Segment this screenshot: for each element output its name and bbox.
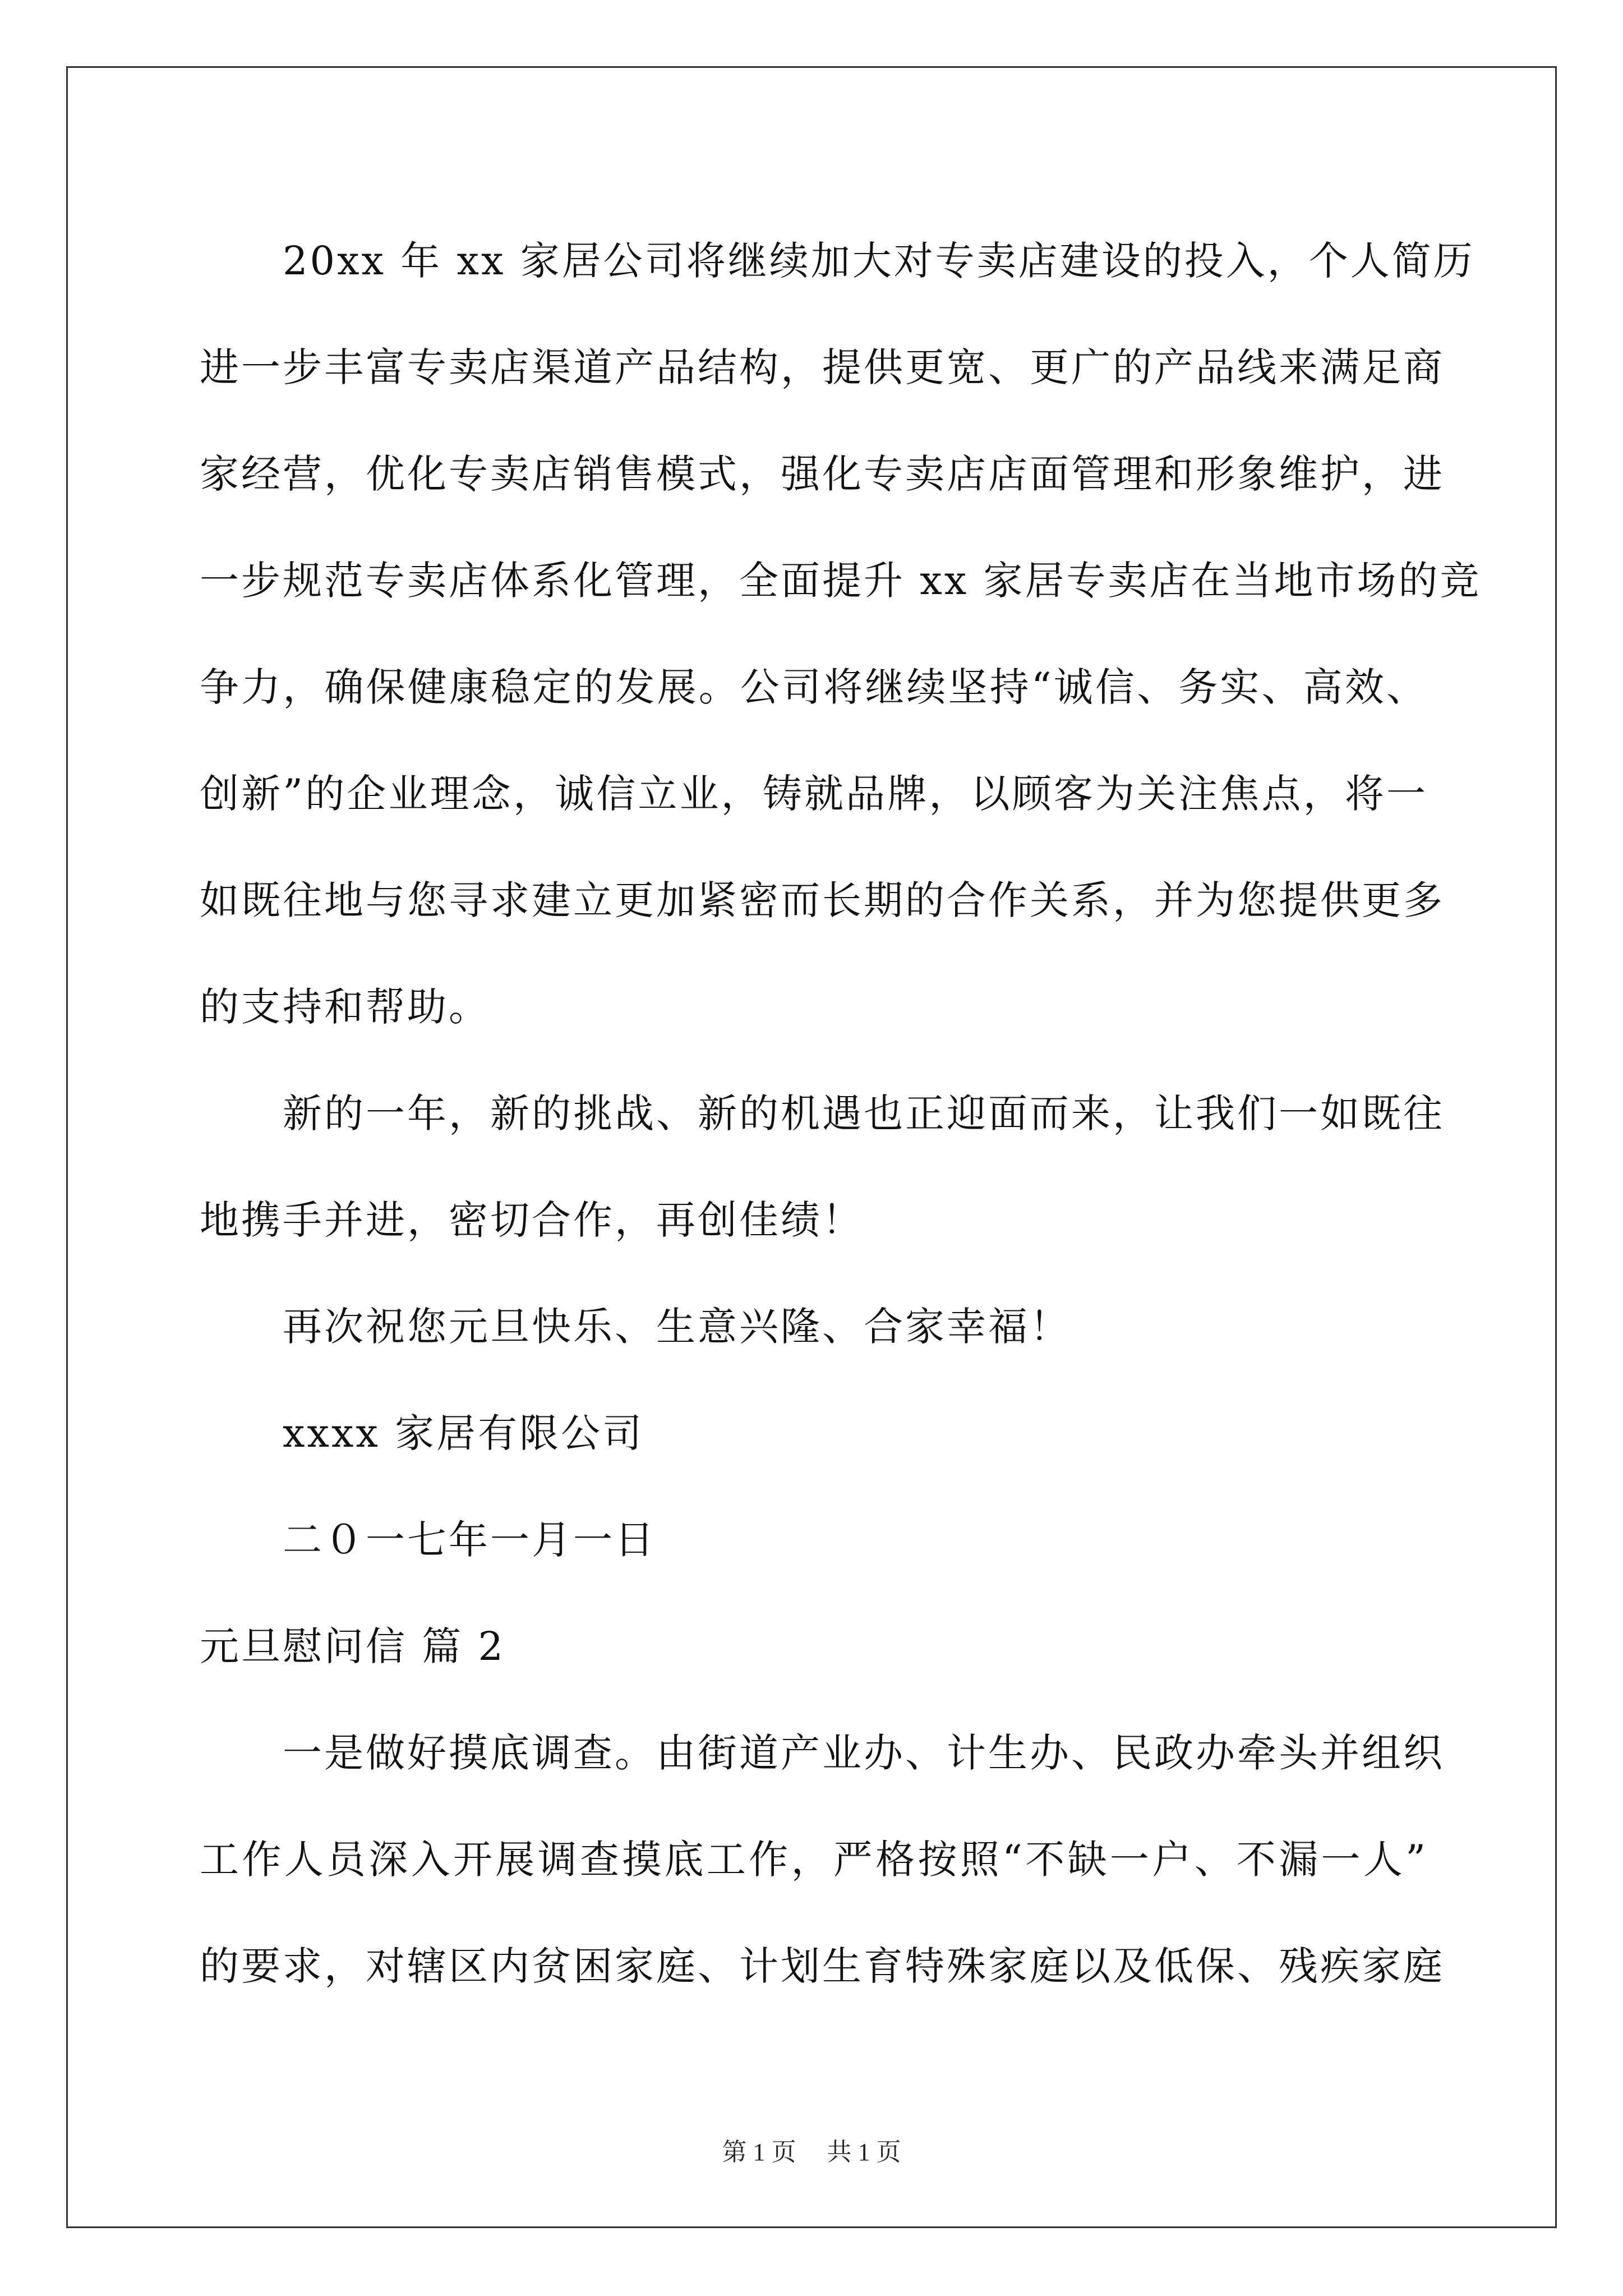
document-body <box>200 208 1482 2019</box>
text-line: 一步规范专卖店体系化管理，全面提升 xx 家居专卖店在当地市场的竞 <box>200 558 1482 604</box>
text-line: 一是做好摸底调查。由街道产业办、计生办、民政办牵头并组织 <box>283 1730 1445 1776</box>
text-line: 工作人员深入开展调查摸底工作，严格按照“不缺一户、不漏一人” <box>200 1837 1428 1883</box>
signature-date: 二０一七年一月一日 <box>283 1517 656 1563</box>
text-line: 新的一年，新的挑战、新的机遇也正迎面而来，让我们一如既往 <box>283 1091 1445 1137</box>
page-number: 第 1 页 <box>722 2138 796 2166</box>
text-line: 创新”的企业理念，诚信立业，铸就品牌，以顾客为关注焦点，将一 <box>200 771 1428 817</box>
signature-company: xxxx 家居有限公司 <box>283 1410 644 1456</box>
page-total: 共 1 页 <box>827 2138 901 2166</box>
text-line: 的支持和帮助。 <box>200 984 490 1030</box>
text-line: 争力，确保健康稳定的发展。公司将继续坚持“诚信、务实、高效、 <box>200 664 1428 710</box>
text-line: 的要求，对辖区内贫困家庭、计划生育特殊家庭以及低保、残疾家庭 <box>200 1943 1445 1989</box>
text-line: 如既往地与您寻求建立更加紧密而长期的合作关系，并为您提供更多 <box>200 877 1445 923</box>
text-line: 20xx 年 xx 家居公司将继续加大对专卖店建设的投入，个人简历 <box>283 238 1475 284</box>
page-footer <box>0 2132 1623 2168</box>
text-line: 地携手并进，密切合作，再创佳绩！ <box>200 1197 864 1243</box>
text-line: 进一步丰富专卖店渠道产品结构，提供更宽、更广的产品线来满足商 <box>200 344 1445 390</box>
text-line: 再次祝您元旦快乐、生意兴隆、合家幸福！ <box>283 1304 1071 1350</box>
section-heading: 元旦慰问信 篇 2 <box>200 1623 506 1669</box>
text-line: 家经营，优化专卖店销售模式，强化专卖店店面管理和形象维护，进 <box>200 451 1445 497</box>
